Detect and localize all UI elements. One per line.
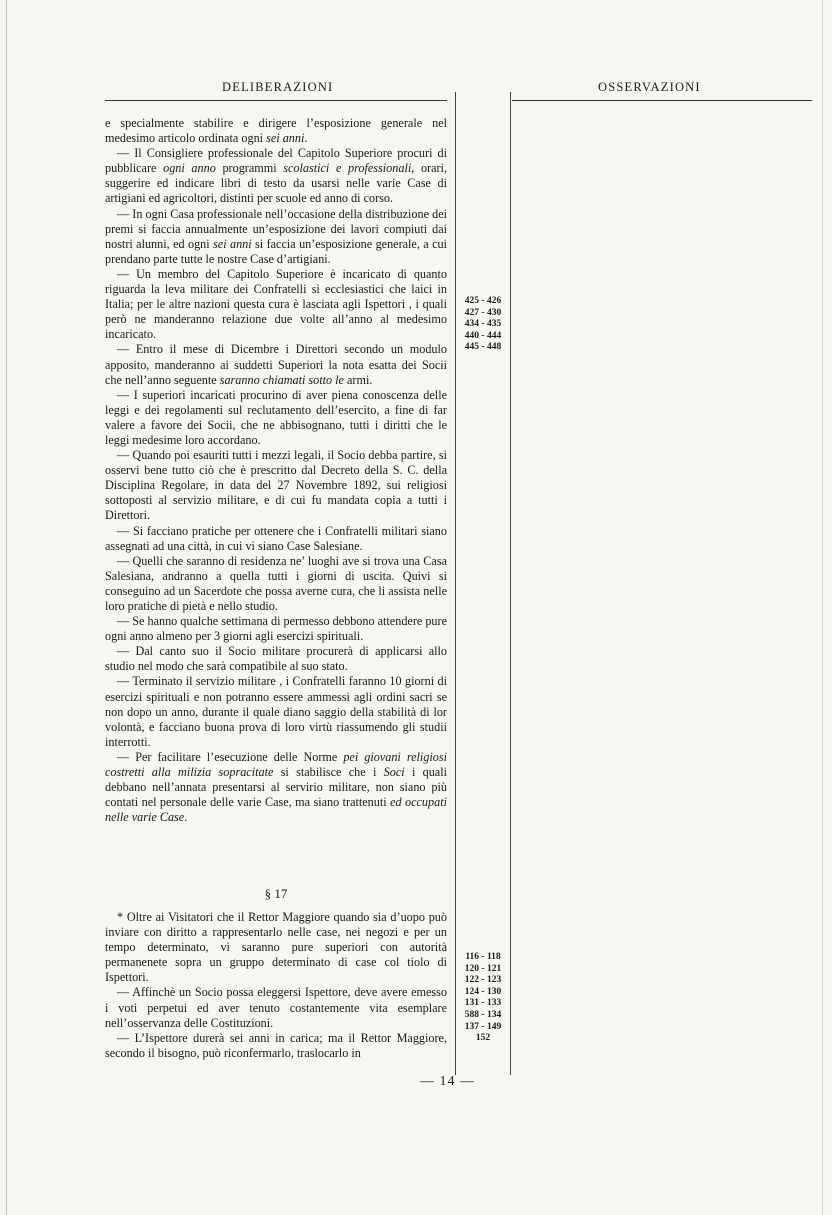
text-run: — Quelli che saranno di residenza ne’ luoghi ave si trova una Casa Salesiana, andranno a quella tutti i giorni di uscita. Quivi si conseguino ad un Sacerdote che possa averne cura, che li assista nelle loro pratiche di pietà e nello studio. [105,553,447,613]
text-run: — Entro il mese di Dicembre i Direttori secondo un modulo apposito, manderanno ai suddetti Superiori la nota esatta dei Socii che nell’anno seguente [105,342,447,387]
italic-text: pei giovani religiosi costretti alla milizia sopracitate [105,749,447,780]
reference-range: 445 - 448 [464,342,502,353]
header-deliberazioni: DELIBERAZIONI [222,80,334,94]
reference-range: 131 - 133 [464,998,502,1009]
text-run: — Un membro del Capitolo Superiore è incaricato di quanto riguarda la leva militare dei Confratelli sì ecclesiastici che laici in Italia; per le altre nazioni questa cura è lasciata agli Ispettori , i quali però ne manderanno relazione due volte all’anno al medesimo incaricato. [105,266,447,342]
text-run: programmi [215,161,284,176]
page-edge-left [6,0,7,1215]
reference-range: 425 - 426 [464,296,502,306]
reference-range: 122 - 123 [464,975,502,986]
text-run: — Il Consigliere professionale del Capitolo Superiore procuri di pubblicare [105,146,447,176]
paragraph [105,448,447,523]
paragraph [105,910,447,985]
paragraph [105,146,447,206]
italic-text: ogni anno [163,161,216,176]
text-run: i quali debbano nell’annata presentarsi al servirio militare, non siano più contati nel personale delle varie Case, ma siano trattenuti [105,765,447,810]
text-run: * Oltre ai Visitatori che il Rettor Maggiore quando sia d’uopo può inviare con diritto a rappresentarlo nelle case, nei negozi e per un tempo determinato, vi saranno pure superiori con autorità permanenete sopra un gruppo determinato di case col tiolo di Ispettori. [105,910,447,985]
paragraph [105,207,447,267]
reference-range: 124 - 130 [464,986,502,997]
italic-text: ed occupati nelle varie Case [105,795,447,825]
text-run: . [184,810,188,825]
paragraph [105,267,447,342]
text-run: armi. [343,372,373,387]
reference-range: 152 [475,1033,491,1044]
text-run: . [304,131,308,146]
text-run: si stabilisce che i [273,765,384,780]
article-references-2 [458,952,508,1045]
paragraph [105,554,447,614]
deliberazioni-text-section-17 [105,910,447,1061]
text-run: — Per facilitare l’esecuzione delle Norme [117,749,344,764]
text-run: — Terminato il servizio militare , i Confratelli faranno 10 giorni di esercizi spirituali e non potranno essere ammessi agli ordini sacri se non dopo un anno, durante il quale diano saggio della stabilità di lor volontà, e facciano buona prova di loro virtù riassumendo gli studii interrotti. [105,674,447,749]
italic-text: sei anni [266,131,305,146]
deliberazioni-text [105,116,447,825]
text-run: — Si facciano pratiche per ottenere che i Confratelli militari siano assegnati ad una città, in cui vi siano Case Salesiane. [105,523,447,553]
section-title: § 17 [264,886,288,901]
paragraph [105,985,447,1030]
text-run: — I superiori incaricati procurino di aver piena conoscenza delle leggi e dei regolamenti sul reclutamento dell’esercito, a fine di far valere a favore dei Socii, che ne abbisognano, tutti i diritti che le leggi medesime loro accordano. [105,387,447,447]
text-run: — L’Ispettore durerà sei anni in carica; ma il Rettor Maggiore, secondo il bisogno, può riconfermarlo, traslocarlo in [105,1030,447,1060]
paragraph [105,388,447,448]
reference-range: 588 - 134 [464,1009,502,1020]
paragraph [105,1031,447,1061]
paragraph [105,342,447,387]
italic-text: saranno chiamati sotto le [219,372,344,387]
text-run: , orari, suggerire ed indicare libri di testo da usarsi nelle varie Case di artigiani ed agricoltori, distinti per scuole ed anno di corso. [105,161,447,206]
text-run: si faccia un’esposizione generale, a cui prendano parte tutte le nostre Case d’artigiani. [105,236,447,266]
article-references-1 [458,296,508,354]
reference-range: 427 - 430 [464,307,502,318]
italic-text: sei anni [213,236,252,251]
paragraph [105,524,447,554]
page-number: — 14 — [420,1074,475,1089]
reference-range: 440 - 444 [464,330,502,341]
text-run: — Dal canto suo il Socio militare procurerà di applicarsi allo studio nel modo che sarà compatibile al suo stato. [105,644,447,674]
paragraph [105,614,447,644]
reference-range: 116 - 118 [465,952,501,962]
page-edge-right [822,0,823,1215]
paragraph [105,644,447,674]
italic-text: scolastici e professionali [283,161,412,176]
paragraph [105,750,447,825]
text-run: e specialmente stabilire e dirigere l’esposizione generale nel medesimo articolo ordinata ogni [105,116,447,146]
italic-text: Soci [383,765,405,780]
paragraph [105,674,447,749]
column-divider-right [510,92,511,1075]
header-rule-right [512,100,812,101]
header-osservazioni: OSSERVAZIONI [598,80,701,94]
paragraph [105,116,447,146]
text-run: — Se hanno qualche settimana di permesso debbono attendere pure ogni anno almeno per 3 giorni agli esercizi spirituali. [105,614,447,644]
reference-range: 120 - 121 [464,963,502,974]
reference-range: 137 - 149 [464,1021,502,1032]
text-run: — Affinchè un Socio possa eleggersi Ispettore, deve avere emesso i voti perpetui ed aver tenuto costantemente vita esemplare nell’osservanza delle Costituzioni. [105,985,447,1030]
reference-range: 434 - 435 [464,319,502,330]
text-run: — In ogni Casa professionale nell’occasione della distribuzione dei premi si faccia annualmente un’esposizione dei lavori compiuti dai nostri alunni, ed ogni [105,206,447,251]
column-divider-left [455,92,456,1075]
header-rule-left [105,100,447,101]
text-run: — Quando poi esauriti tutti i mezzi legali, il Socio debba partire, si osservi bene tutto ciò che è prescritto dal Decreto della S. C. della Disciplina Regolare, in data del 27 Novembre 1892, sui religiosi sottoposti al servizio militare, e di cui fu mandata copia a tutti i Direttori. [105,448,447,523]
